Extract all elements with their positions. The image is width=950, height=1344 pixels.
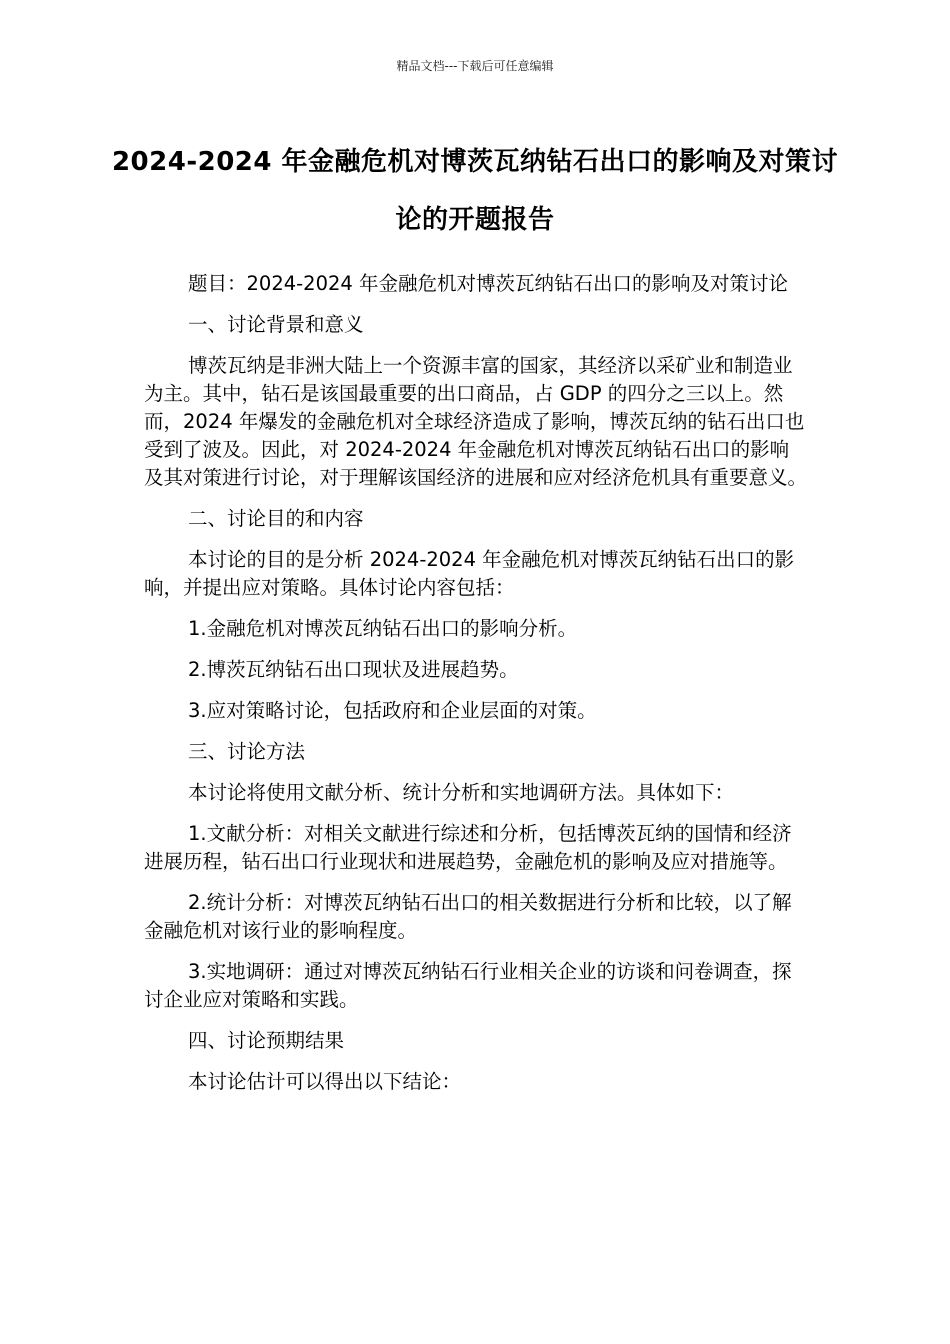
section-heading-method: 三、讨论方法 — [188, 740, 306, 763]
list-item: 1.金融危机对博茨瓦纳钻石出口的影响分析。 — [188, 617, 578, 640]
page-header: 精品文档---下载后可任意编辑 — [396, 59, 554, 73]
section-heading-results: 四、讨论预期结果 — [188, 1029, 345, 1052]
section-paragraph-results: 本讨论估计可以得出以下结论： — [188, 1070, 462, 1093]
document-body — [144, 270, 808, 1109]
section-paragraph-method: 本讨论将使用文献分析、统计分析和实地调研方法。具体如下： — [188, 781, 735, 804]
section-paragraph-purpose: 本讨论的目的是分析 2024-2024 年金融危机对博茨瓦纳钻石出口的影响，并提出应对策略。具体讨论内容包括： — [144, 548, 795, 599]
list-item: 3.实地调研：通过对博茨瓦纳钻石行业相关企业的访谈和问卷调查，探讨企业应对策略和实践。 — [144, 960, 792, 1011]
section-heading-purpose: 二、讨论目的和内容 — [188, 507, 364, 530]
list-item: 2.博茨瓦纳钻石出口现状及进展趋势。 — [188, 658, 519, 681]
list-item: 1.文献分析：对相关文献进行综述和分析，包括博茨瓦纳的国情和经济进展历程，钻石出口行业现状和进展趋势，金融危机的影响及应对措施等。 — [144, 822, 792, 873]
list-item: 3.应对策略讨论，包括政府和企业层面的对策。 — [188, 699, 597, 722]
section-heading-background: 一、讨论背景和意义 — [188, 313, 364, 336]
list-item: 2.统计分析：对博茨瓦纳钻石出口的相关数据进行分析和比较，以了解金融危机对该行业的影响程度。 — [144, 891, 792, 942]
document-title: 2024-2024 年金融危机对博茨瓦纳钻石出口的影响及对策讨论的开题报告 — [111, 147, 839, 235]
section-paragraph-background: 博茨瓦纳是非洲大陆上一个资源丰富的国家，其经济以采矿业和制造业为主。其中，钻石是该国最重要的出口商品，占 GDP 的四分之三以上。然而，2024 年爆发的金融危机对全球经济造成了影响，博茨瓦纳的钻石出口也受到了波及。因此，对 2024-2024 年金融危机对博茨瓦纳钻石出口的影响及其对策进行讨论，对于理解该国经济的进展和应对经济危机具有重要意义。 — [144, 354, 808, 489]
topic-line: 题目：2024-2024 年金融危机对博茨瓦纳钻石出口的影响及对策讨论 — [188, 272, 788, 295]
